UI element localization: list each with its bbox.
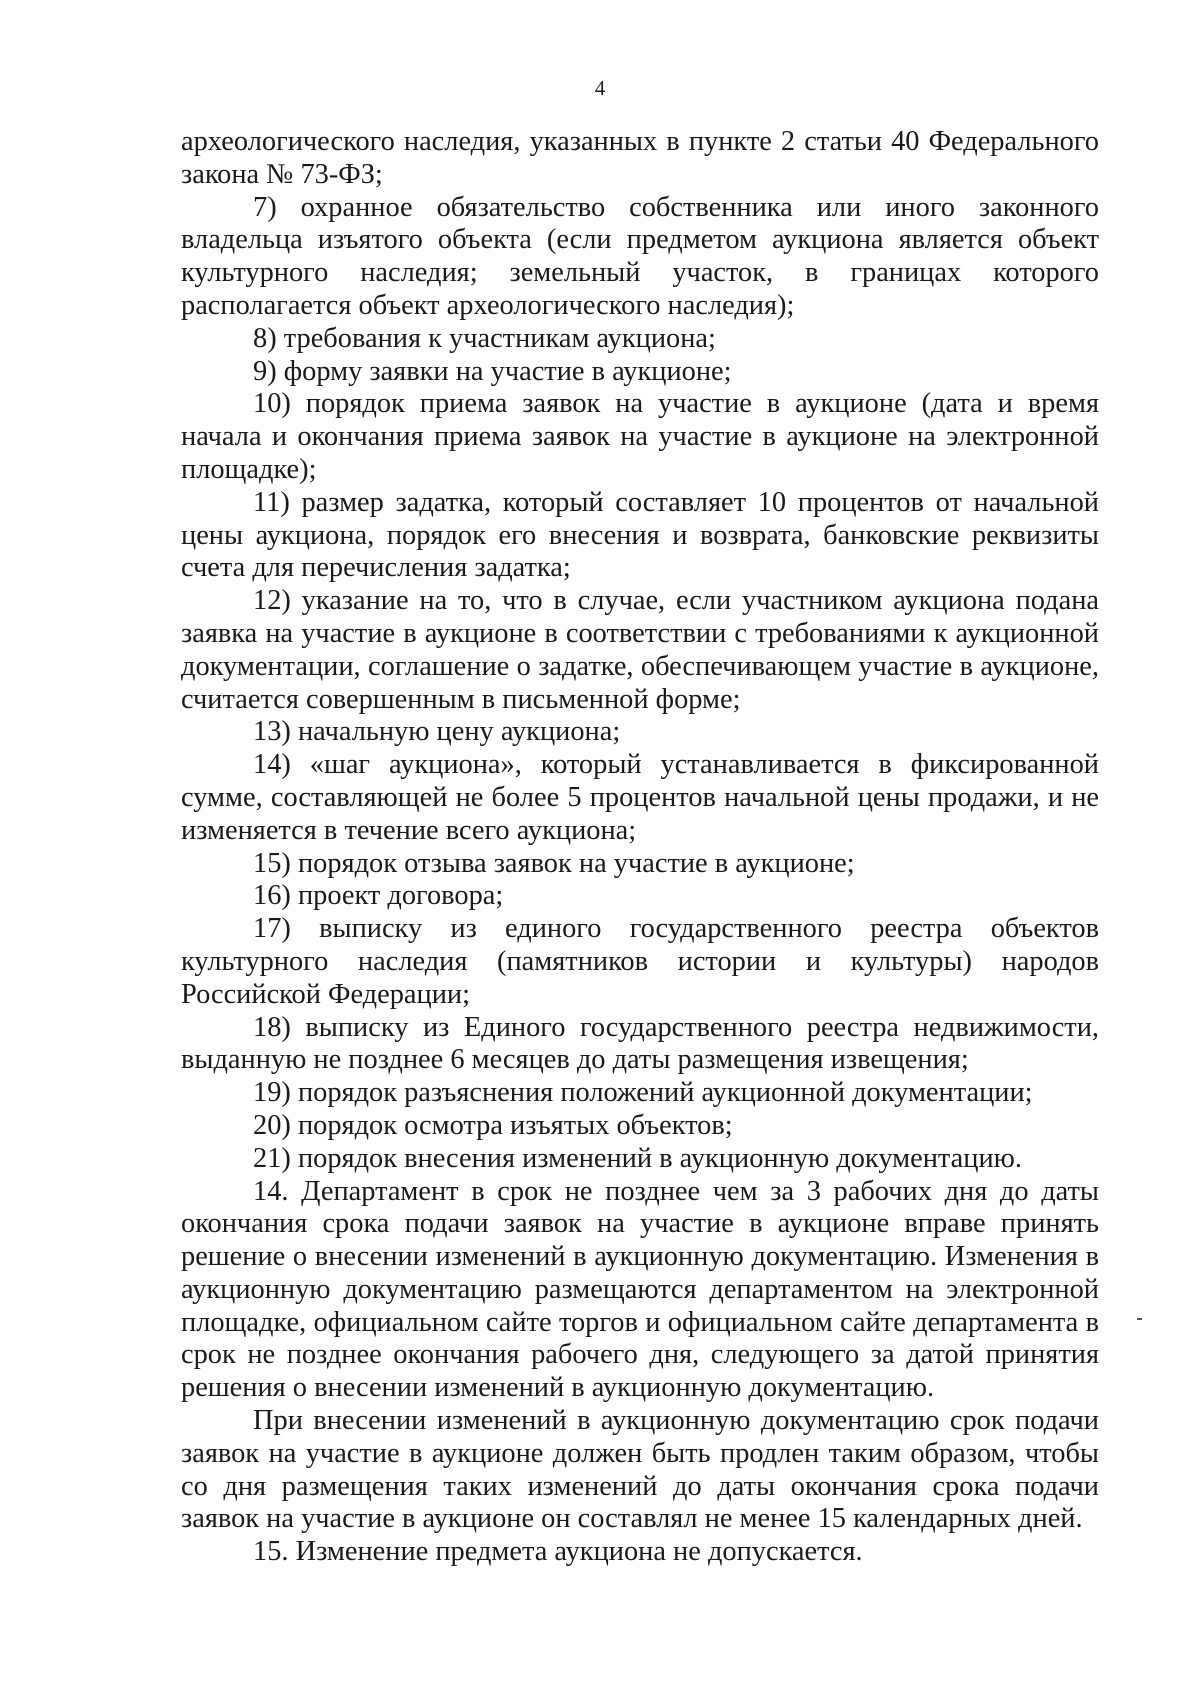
section-14: 14. Департамент в срок не позднее чем за 3 рабочих дня до даты окончания срока подачи заявок на участие в аукционе вправе принять решение о внесении изменений в аукционную документацию. Изменения в аукционную документацию размещаются департаментом на электронной площадке, официальном сайте торгов и официальном сайте департамента в срок не позднее окончания рабочего дня, следующего за датой принятия решения о внесении изменений в аукционную документацию. [181,1175,1099,1404]
paragraph-continuation: археологического наследия, указанных в пункте 2 статьи 40 Федерального закона № 73-ФЗ; [181,126,1099,190]
list-item-20: 20) порядок осмотра изъятых объектов; [253,1109,733,1141]
document-body [181,126,1099,1569]
list-item-18: 18) выписку из Единого государственного реестра недвижимости, выданную не позднее 6 месяцев до даты размещения извещения; [181,1011,1099,1076]
list-item-13: 13) начальную цену аукциона; [253,716,621,748]
list-item-7: 7) охранное обязательство собственника или иного законного владельца изъятого объекта (если предметом аукциона является объект культурного наследия; земельный участок, в границах которого располагается объект археологического наследия); [181,191,1099,321]
list-item-21: 21) порядок внесения изменений в аукционную документацию. [253,1142,1022,1174]
list-item-19: 19) порядок разъяснения положений аукционной документации; [253,1077,1033,1109]
list-item-16: 16) проект договора; [253,880,504,912]
section-15: 15. Изменение предмета аукциона не допускается. [253,1536,863,1568]
list-item-14: 14) «шаг аукциона», который устанавливается в фиксированной сумме, составляющей не более 5 процентов начальной цены продажи, и не изменяется в течение всего аукциона; [181,749,1099,846]
list-item-8: 8) требования к участникам аукциона; [253,322,716,354]
list-item-11: 11) размер задатка, который составляет 10 процентов от начальной цены аукциона, порядок его внесения и возврата, банковские реквизиты счета для перечисления задатка; [181,486,1099,584]
list-item-9: 9) форму заявки на участие в аукционе; [253,355,732,387]
list-item-10: 10) порядок приема заявок на участие в аукционе (дата и время начала и окончания приема заявок на участие в аукционе на электронной площадке); [181,388,1099,485]
section-14-extension: При внесении изменений в аукционную документацию срок подачи заявок на участие в аукционе должен быть продлен таким образом, чтобы со дня размещения таких изменений до даты окончания срока подачи заявок на участие в аукционе он составлял не менее 15 календарных дней. [181,1405,1099,1535]
page-number: 4 [594,76,606,100]
scan-mark [1137,1318,1142,1320]
list-item-15: 15) порядок отзыва заявок на участие в аукционе; [253,847,855,879]
list-item-12: 12) указание на то, что в случае, если участником аукциона подана заявка на участие в аукционе в соответствии с требованиями к аукционной документации, соглашение о задатке, обеспечивающем участие в аукционе, считается совершенным в письменной форме; [181,585,1099,715]
list-item-17: 17) выписку из единого государственного реестра объектов культурного наследия (памятников истории и культуры) народов Российской Федерации; [181,913,1099,1010]
